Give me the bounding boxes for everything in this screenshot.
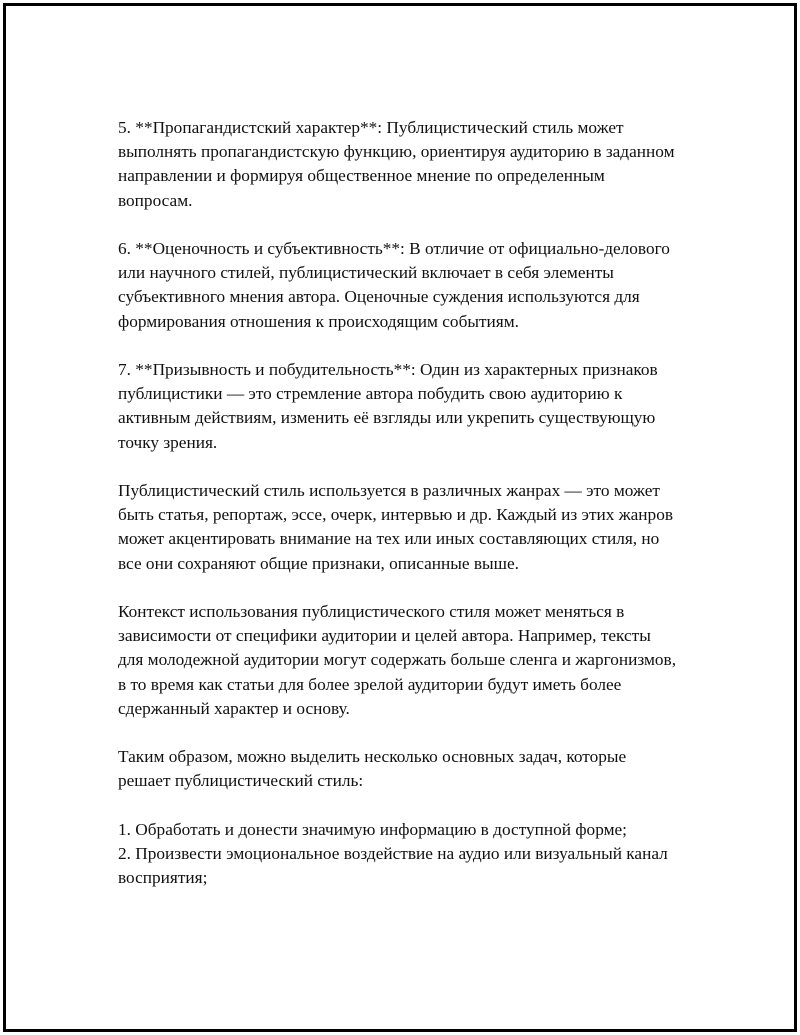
paragraph-tasks-intro: Таким образом, можно выделить несколько основных задач, которые решает публицистический стиль: bbox=[118, 747, 627, 791]
paragraph-context: Контекст использования публицистического стиля может меняться в зависимости от специфики аудитории и целей автора. Например, тексты для молодежной аудитории могут содержать больше сленга и жаргонизмов, в то время как статьи для более зрелой аудитории будут иметь более сдержанный характер и основу. bbox=[118, 602, 677, 718]
list-item: 2. Произвести эмоциональное воздействие на аудио или визуальный канал восприятия; bbox=[118, 844, 668, 888]
paragraph-propaganda: 5. **Пропагандистский характер**: Публицистический стиль может выполнять пропагандистскую функцию, ориентируя аудиторию в заданном направлении и формируя общественное мнение по определенным вопросам. bbox=[118, 118, 675, 210]
paragraph-appeal: 7. **Призывность и побудительность**: Один из характерных признаков публицистики — это стремление автора побудить свою аудиторию к активным действиям, изменить её взгляды или укрепить существующую точку зрения. bbox=[118, 360, 658, 452]
list-item: 1. Обработать и донести значимую информацию в доступной форме; bbox=[118, 819, 627, 839]
paragraph-evaluativeness: 6. **Оценочность и субъективность**: В отличие от официально-делового или научного стилей, публицистический включает в себя элементы субъективного мнения автора. Оценочные суждения используются для формирования отношения к происходящим событиям. bbox=[118, 239, 670, 331]
document-body bbox=[118, 116, 678, 890]
paragraph-genres: Публицистический стиль используется в различных жанрах — это может быть статья, репортаж, эссе, очерк, интервью и др. Каждый из этих жанров может акцентировать внимание на тех или иных составляющих стиля, но все они сохраняют общие признаки, описанные выше. bbox=[118, 481, 673, 573]
tasks-list bbox=[118, 818, 678, 891]
